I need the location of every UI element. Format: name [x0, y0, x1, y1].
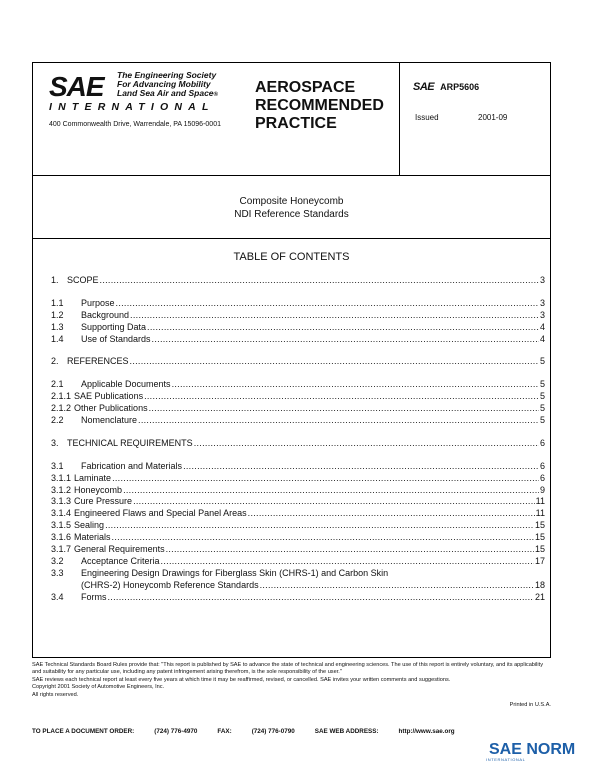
toc-leader-dots — [116, 298, 539, 310]
toc-entry[interactable] — [51, 403, 545, 415]
toc-entry-page: 5 — [539, 415, 545, 426]
toc-leader-dots — [112, 532, 534, 544]
table-of-contents — [51, 275, 545, 604]
toc-entry-label-cont: (CHRS-2) Honeycomb Reference Standards — [81, 579, 259, 590]
document-number: SAE ARP5606 — [413, 81, 480, 93]
toc-entry-number: 2.2 — [51, 415, 64, 426]
toc-entry-number: 1.1 — [51, 297, 64, 308]
toc-leader-dots — [100, 275, 539, 287]
toc-entry[interactable] — [51, 356, 545, 368]
toc-entry-number: 1. — [51, 275, 59, 285]
toc-leader-dots — [105, 520, 534, 532]
toc-entry-label: Background — [81, 309, 130, 320]
toc-entry-number: 3.1.7 — [51, 544, 72, 555]
toc-entry[interactable] — [51, 415, 545, 427]
toc-entry-label: Acceptance Criteria — [81, 555, 160, 566]
toc-entry-label: General Requirements — [74, 544, 165, 555]
toc-entry-number: 3.1.4 — [51, 508, 72, 519]
toc-entry-number: 1.3 — [51, 321, 64, 332]
brand-wordmark: SAE NORM — [489, 741, 576, 758]
document-subject: Composite Honeycomb NDI Reference Standards — [234, 196, 349, 220]
toc-entry-label: Fabrication and Materials — [81, 460, 183, 471]
toc-leader-dots — [172, 379, 539, 391]
toc-entry-number: 1.2 — [51, 309, 64, 320]
toc-entry-page: 4 — [539, 321, 545, 332]
society-tagline: The Engineering Society For Advancing Mobility Land Sea Air and Space® — [117, 70, 218, 98]
toc-entry-label: SCOPE — [67, 275, 99, 285]
web-label: SAE WEB ADDRESS: — [314, 728, 379, 735]
toc-entry-number: 2.1 — [51, 379, 64, 390]
subject-divider — [33, 238, 550, 239]
toc-entry-number: 3.1.6 — [51, 532, 72, 543]
toc-entry-label: TECHNICAL REQUIREMENTS — [67, 437, 193, 448]
society-address: 400 Commonwealth Drive, Warrendale, PA 15096-0001 — [49, 121, 221, 128]
toc-entry-page: 11 — [535, 496, 545, 507]
toc-entry-number: 3.1 — [51, 460, 64, 471]
toc-entry-number: 3.1.3 — [51, 496, 72, 507]
toc-entry-page: 5 — [539, 403, 545, 414]
toc-leader-dots — [194, 438, 539, 450]
printed-in: Printed in U.S.A. — [509, 702, 551, 708]
toc-entry-number: 2. — [51, 356, 59, 367]
toc-entry-page: 6 — [539, 472, 545, 483]
toc-leader-dots — [133, 496, 535, 508]
issued-label: Issued — [415, 113, 439, 122]
toc-entry[interactable] — [51, 322, 545, 334]
brand-subtitle: INTERNATIONAL — [486, 757, 526, 762]
toc-leader-dots — [130, 356, 539, 368]
toc-leader-dots — [138, 415, 539, 427]
toc-entry[interactable] — [51, 544, 545, 556]
web-link[interactable]: http://www.sae.org — [398, 728, 455, 735]
toc-entry-number: 2.1.1 — [51, 391, 72, 402]
toc-entry-page: 6 — [539, 460, 545, 471]
toc-leader-dots — [183, 461, 539, 473]
toc-leader-dots — [130, 310, 539, 322]
legal-footer — [32, 662, 551, 708]
toc-entry[interactable] — [51, 275, 545, 287]
toc-entry-number: 3.1.5 — [51, 520, 72, 531]
toc-entry-label: Other Publications — [74, 403, 148, 414]
international-wordmark: INTERNATIONAL — [49, 101, 215, 113]
issued-date: 2001-09 — [478, 113, 508, 122]
toc-entry[interactable] — [51, 438, 545, 450]
toc-entry-page: 18 — [534, 579, 545, 590]
toc-entry[interactable] — [51, 496, 545, 508]
toc-entry-number: 3.2 — [51, 555, 64, 566]
toc-entry-number: 3.4 — [51, 591, 64, 602]
toc-entry-label: Forms — [81, 591, 107, 602]
toc-entry-page: 6 — [539, 437, 545, 448]
toc-entry-number: 3.3 — [51, 567, 64, 578]
toc-leader-dots — [260, 580, 534, 592]
toc-entry-number: 2.1.2 — [51, 403, 72, 414]
toc-entry-page: 17 — [534, 555, 545, 566]
footer-review: SAE reviews each technical report at least every five years at which time it may be reaffirmed, revised, or cancelled. SAE invites your written comments and suggestions. — [32, 676, 451, 683]
toc-leader-dots — [248, 508, 535, 520]
toc-leader-dots — [161, 556, 534, 568]
toc-entry-label: SAE Publications — [74, 391, 144, 402]
toc-entry-label: Supporting Data — [81, 321, 147, 332]
toc-entry-page: 3 — [539, 309, 545, 320]
toc-entry-label: REFERENCES — [67, 356, 129, 367]
fax-label: FAX: — [217, 728, 232, 735]
toc-leader-dots — [144, 391, 539, 403]
document-frame — [32, 62, 551, 658]
toc-entry-label: Materials — [74, 532, 111, 543]
toc-leader-dots — [152, 334, 539, 346]
order-info — [32, 728, 455, 735]
toc-entry-label: Cure Pressure — [74, 496, 133, 507]
fax-number: (724) 776-0790 — [251, 728, 295, 735]
toc-entry[interactable] — [51, 379, 545, 391]
toc-entry-label: Engineering Design Drawings for Fiberglass Skin (CHRS-1) and Carbon Skin — [81, 567, 389, 578]
toc-entry[interactable] — [51, 485, 545, 497]
toc-entry-number: 1.4 — [51, 333, 64, 344]
toc-leader-dots — [108, 592, 534, 604]
toc-entry-page: 15 — [534, 520, 545, 531]
toc-entry-page: 3 — [539, 275, 545, 285]
sae-norm-logo — [486, 741, 575, 762]
toc-entry-page: 5 — [539, 356, 545, 367]
toc-entry-page: 3 — [539, 297, 545, 308]
toc-entry[interactable] — [51, 391, 545, 403]
toc-leader-dots — [166, 544, 534, 556]
toc-title: TABLE OF CONTENTS — [233, 251, 350, 263]
toc-entry-page: 15 — [534, 532, 545, 543]
toc-entry-label: Honeycomb — [74, 484, 123, 495]
toc-entry-page: 4 — [539, 333, 545, 344]
toc-entry-label: Applicable Documents — [81, 379, 171, 390]
toc-entry-number: 3.1.1 — [51, 472, 72, 483]
toc-entry[interactable] — [51, 298, 545, 310]
toc-entry-page: 21 — [534, 591, 545, 602]
toc-entry[interactable] — [51, 592, 545, 604]
order-phone: (724) 776-4970 — [154, 728, 198, 735]
header-divider-vertical — [399, 63, 400, 175]
toc-entry-label: Sealing — [74, 520, 105, 531]
toc-entry[interactable] — [51, 568, 545, 592]
toc-entry[interactable] — [51, 532, 545, 544]
toc-entry-number: 3. — [51, 437, 59, 448]
toc-entry[interactable] — [51, 310, 545, 322]
toc-entry-label: Laminate — [74, 472, 112, 483]
toc-leader-dots — [123, 485, 539, 497]
toc-leader-dots — [149, 403, 539, 415]
toc-leader-dots — [112, 473, 539, 485]
toc-entry-label: Purpose — [81, 297, 115, 308]
toc-entry[interactable] — [51, 508, 545, 520]
order-label: TO PLACE A DOCUMENT ORDER: — [32, 728, 135, 735]
toc-leader-dots — [147, 322, 539, 334]
toc-entry[interactable] — [51, 473, 545, 485]
toc-entry[interactable] — [51, 520, 545, 532]
sae-logo: SAE — [49, 71, 104, 102]
header-divider — [33, 175, 550, 176]
footer-copyright: Copyright 2001 Society of Automotive Engineers, Inc. — [32, 684, 165, 691]
toc-entry-number: 3.1.2 — [51, 484, 72, 495]
toc-entry[interactable] — [51, 556, 545, 568]
footer-rules: SAE Technical Standards Board Rules provide that: "This report is published by SAE to advance the state of technical and engineering sciences. The use of this report is entirely voluntary, and its applicability and suitability for any particular use, including any patent infringement arising therefrom, is the sole responsibility of the user." — [32, 662, 543, 676]
toc-entry-label: Use of Standards — [81, 333, 151, 344]
toc-entry-label: Engineered Flaws and Special Panel Areas — [74, 508, 247, 519]
toc-entry-page: 5 — [539, 391, 545, 402]
footer-rights: All rights reserved. — [32, 691, 79, 698]
toc-entry-page: 9 — [539, 484, 545, 495]
toc-entry[interactable] — [51, 334, 545, 346]
toc-entry-page: 11 — [535, 508, 545, 519]
toc-entry-label: Nomenclature — [81, 415, 138, 426]
toc-entry-page: 15 — [534, 544, 545, 555]
toc-entry-page: 5 — [539, 379, 545, 390]
document-type: AEROSPACE RECOMMENDED PRACTICE — [255, 79, 384, 132]
toc-entry[interactable] — [51, 461, 545, 473]
